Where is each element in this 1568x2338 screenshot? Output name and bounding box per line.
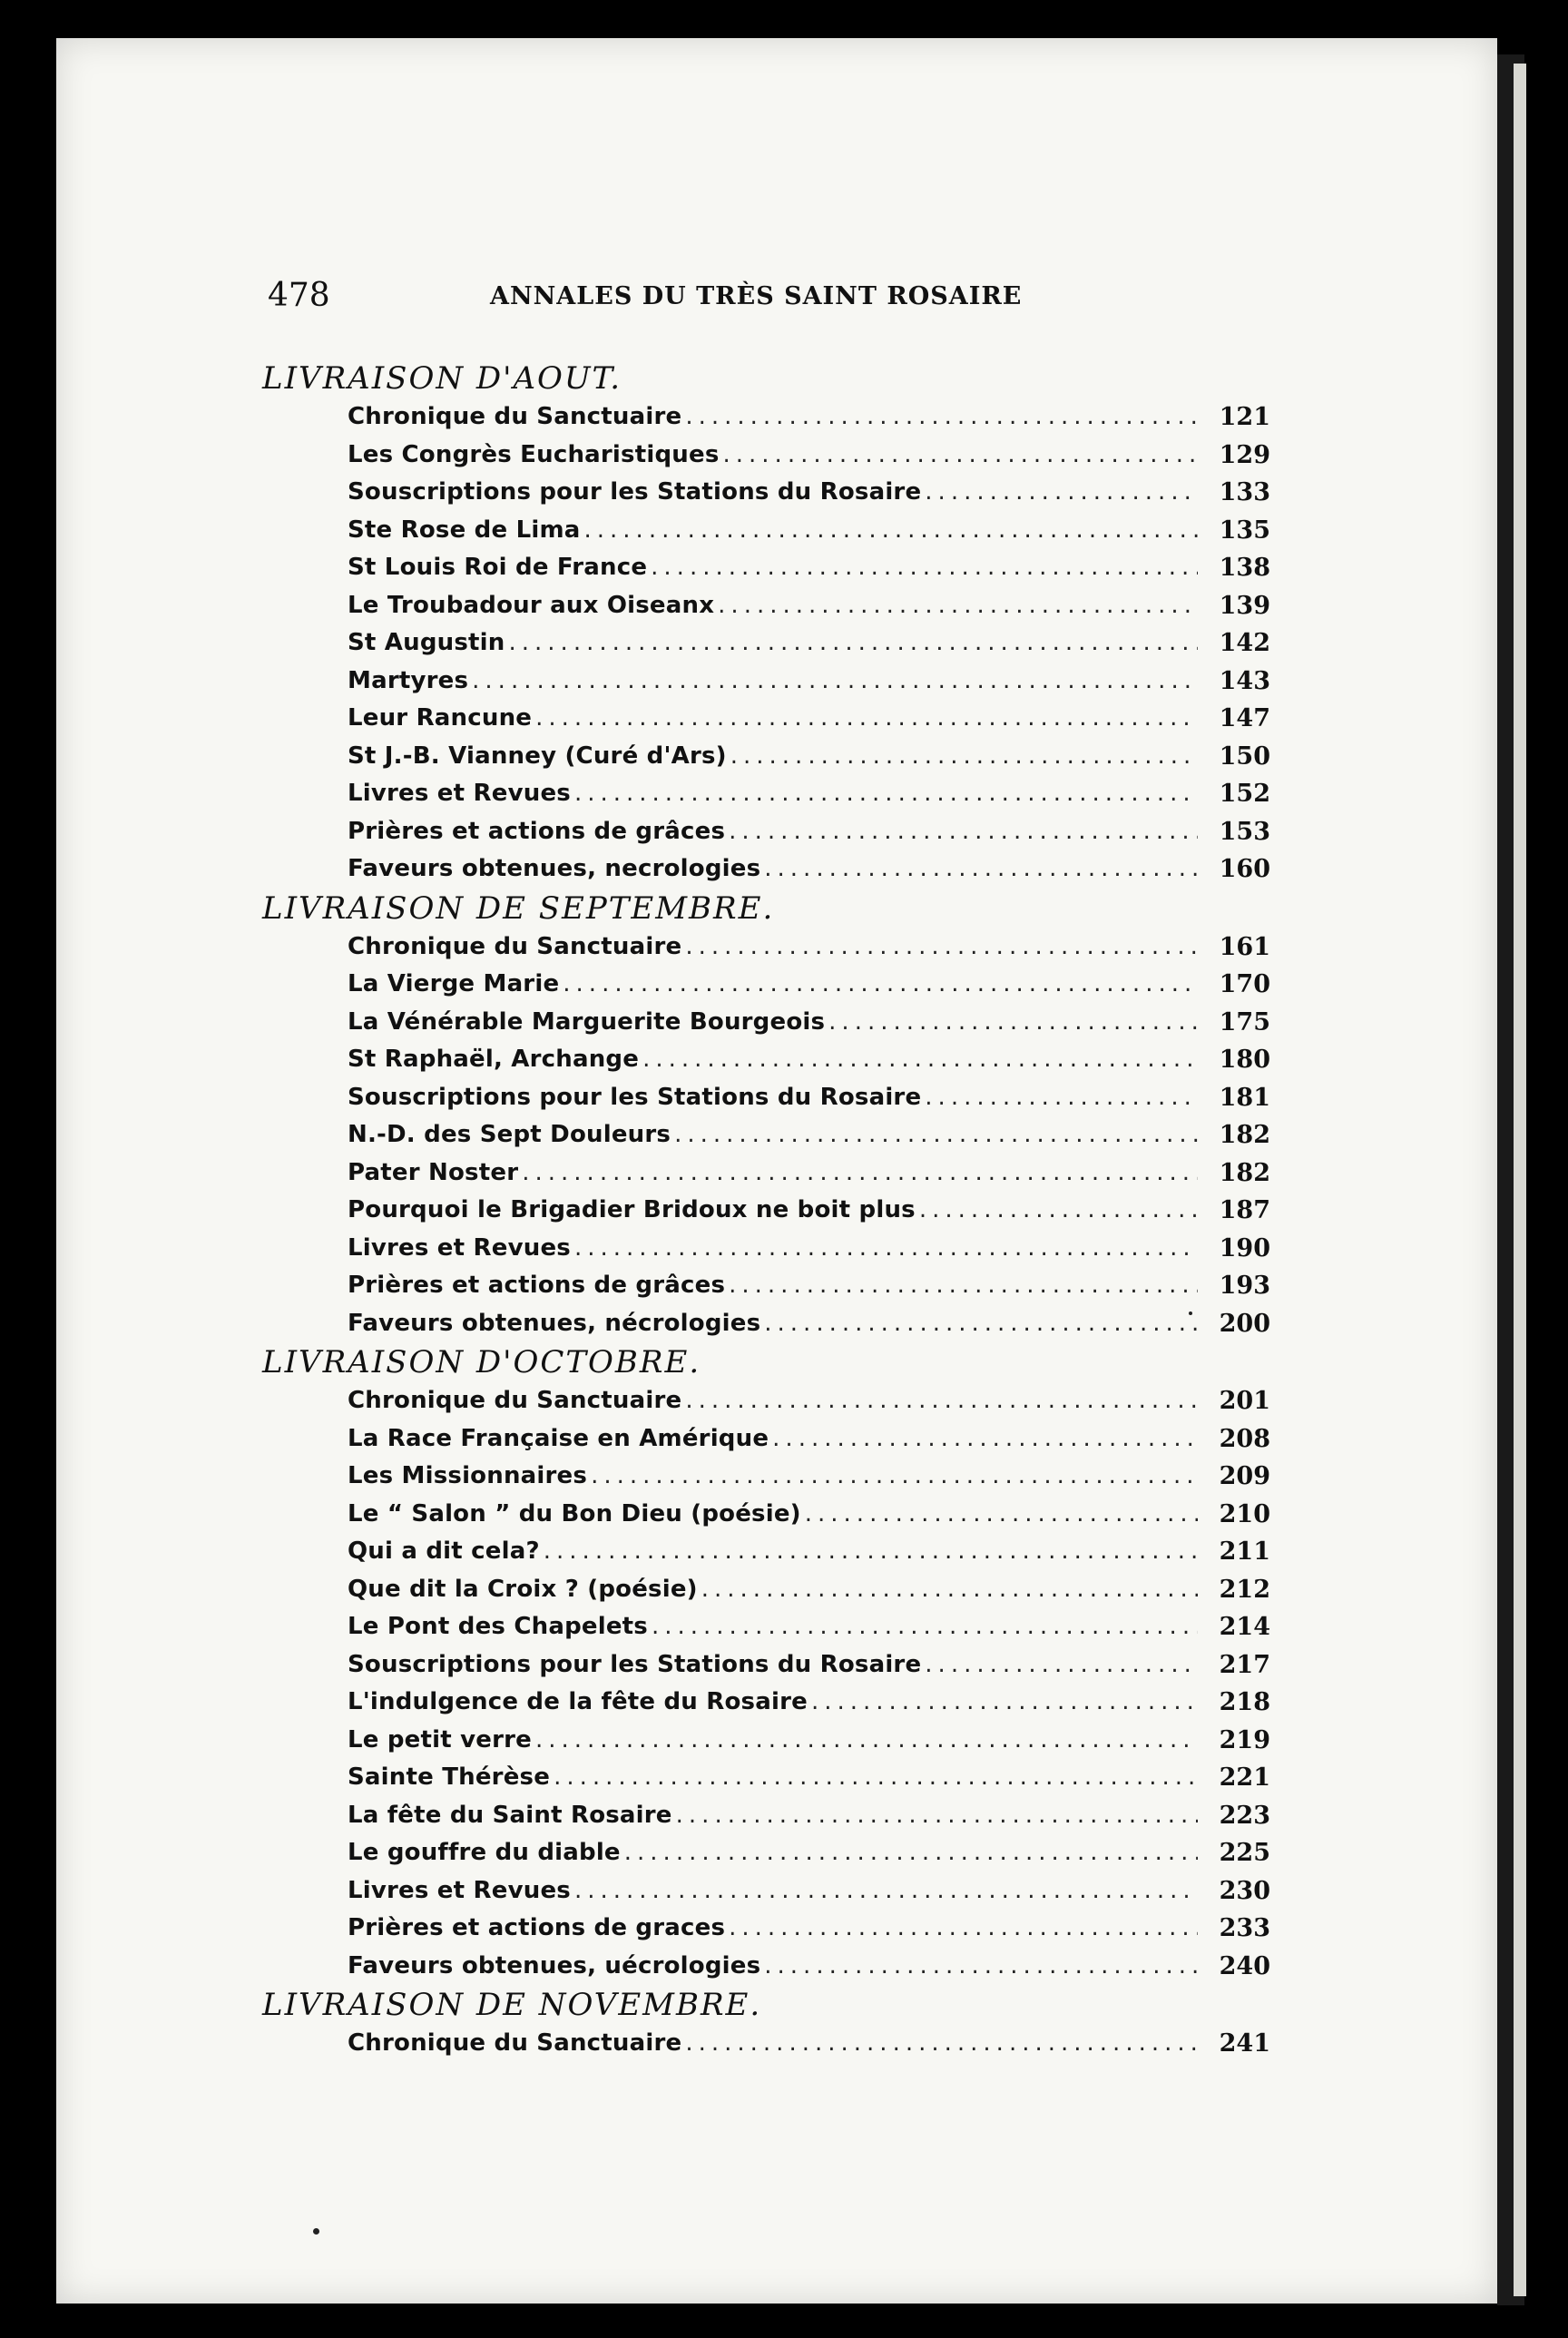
entry-page-number: 160 xyxy=(1219,855,1270,883)
dot-leader xyxy=(535,1722,1198,1760)
toc-entry xyxy=(348,850,1270,889)
entry-title: Le Troubadour aux Oiseanx xyxy=(348,587,718,625)
entry-page-number: 200 xyxy=(1219,1309,1270,1338)
print-speck xyxy=(313,2228,319,2235)
entry-page-number: 143 xyxy=(1219,666,1270,695)
dot-leader xyxy=(472,663,1198,701)
entry-page-number: 182 xyxy=(1219,1121,1270,1149)
entry-title: Livres et Revues xyxy=(348,1872,574,1911)
entry-page-number: 121 xyxy=(1219,403,1270,431)
dot-leader xyxy=(764,1948,1198,1986)
dot-leader xyxy=(729,1910,1198,1948)
dot-leader xyxy=(591,1458,1198,1496)
dot-leader xyxy=(544,1533,1198,1571)
toc-entry xyxy=(348,2025,1270,2063)
entry-title: La Race Française en Amérique xyxy=(348,1420,772,1459)
entry-page-number: 210 xyxy=(1219,1499,1270,1528)
section-title: LIVRAISON D'AOUT. xyxy=(262,360,622,397)
dot-leader xyxy=(509,624,1199,663)
entry-page-number: 240 xyxy=(1219,1951,1270,1980)
running-header xyxy=(268,277,1084,322)
dot-leader xyxy=(811,1684,1198,1722)
dot-leader xyxy=(642,1041,1198,1079)
entry-page-number: 211 xyxy=(1219,1537,1270,1566)
toc-entry xyxy=(348,1458,1270,1496)
entry-page-number: 161 xyxy=(1219,932,1270,961)
toc-entry xyxy=(348,813,1270,851)
dot-leader xyxy=(563,966,1198,1004)
toc-entry xyxy=(348,1571,1270,1609)
entry-title: Chronique du Sanctuaire xyxy=(348,2025,685,2063)
entry-title: Prières et actions de grâces xyxy=(348,813,729,851)
page-number: 478 xyxy=(268,277,330,314)
section-title: LIVRAISON DE NOVEMBRE. xyxy=(262,1987,762,2023)
dot-leader xyxy=(772,1420,1198,1459)
entry-page-number: 175 xyxy=(1219,1007,1270,1036)
entry-title: Souscriptions pour les Stations du Rosaire xyxy=(348,1646,925,1685)
entry-title: Chronique du Sanctuaire xyxy=(348,928,685,967)
toc-entry xyxy=(348,1722,1270,1760)
next-page-edge xyxy=(1514,64,1526,2296)
dot-leader xyxy=(676,1797,1198,1835)
dot-leader xyxy=(574,1872,1198,1911)
dot-leader xyxy=(730,738,1198,776)
entry-page-number: 190 xyxy=(1219,1233,1270,1262)
entry-page-number: 180 xyxy=(1219,1046,1270,1074)
toc-entry xyxy=(348,1872,1270,1911)
entry-page-number: 230 xyxy=(1219,1876,1270,1905)
entry-title: Les Missionnaires xyxy=(348,1458,591,1496)
entry-title: Pater Noster xyxy=(348,1154,522,1193)
entry-title: Souscriptions pour les Stations du Rosaire xyxy=(348,474,925,512)
toc-entry xyxy=(348,587,1270,625)
entry-title: L'indulgence de la fête du Rosaire xyxy=(348,1684,811,1722)
toc-entry xyxy=(348,1797,1270,1835)
entry-title: Livres et Revues xyxy=(348,775,574,813)
entry-page-number: 218 xyxy=(1219,1688,1270,1716)
entry-title: Sainte Thérèse xyxy=(348,1759,554,1797)
entry-title: Livres et Revues xyxy=(348,1230,574,1268)
entry-page-number: 182 xyxy=(1219,1158,1270,1187)
entry-page-number: 147 xyxy=(1219,704,1270,732)
toc-entry xyxy=(348,700,1270,738)
entry-page-number: 129 xyxy=(1219,440,1270,469)
entry-page-number: 212 xyxy=(1219,1575,1270,1604)
dot-leader xyxy=(764,1305,1198,1343)
entry-page-number: 219 xyxy=(1219,1725,1270,1754)
dot-leader xyxy=(574,775,1198,813)
toc-entry xyxy=(348,1041,1270,1079)
entry-page-number: 241 xyxy=(1219,2029,1270,2058)
entry-page-number: 217 xyxy=(1219,1650,1270,1679)
dot-leader xyxy=(925,1079,1198,1117)
entry-page-number: 181 xyxy=(1219,1083,1270,1112)
toc-entry xyxy=(348,624,1270,663)
entry-page-number: 225 xyxy=(1219,1839,1270,1867)
dot-leader xyxy=(584,512,1199,550)
section-title: LIVRAISON DE SEPTEMBRE. xyxy=(262,889,775,927)
toc-entry xyxy=(348,928,1270,967)
entry-title: Faveurs obtenues, necrologies xyxy=(348,850,764,889)
entry-title: Faveurs obtenues, nécrologies xyxy=(348,1305,764,1343)
entry-title: Le petit verre xyxy=(348,1722,535,1760)
dot-leader xyxy=(535,700,1198,738)
toc-entry xyxy=(348,1116,1270,1154)
entry-title: N.-D. des Sept Douleurs xyxy=(348,1116,674,1154)
entry-title: Le gouffre du diable xyxy=(348,1834,624,1872)
entry-page-number: 223 xyxy=(1219,1801,1270,1830)
section-title: LIVRAISON D'OCTOBRE. xyxy=(262,1344,701,1380)
entry-page-number: 170 xyxy=(1219,970,1270,998)
entry-title: Le Pont des Chapelets xyxy=(348,1608,652,1646)
entry-title: Ste Rose de Lima xyxy=(348,512,584,550)
entry-title: Souscriptions pour les Stations du Rosaire xyxy=(348,1079,925,1117)
entry-page-number: 214 xyxy=(1219,1613,1270,1641)
toc-entry xyxy=(348,1192,1270,1230)
dot-leader xyxy=(701,1571,1198,1609)
entry-page-number: 233 xyxy=(1219,1914,1270,1942)
toc-entry xyxy=(348,549,1270,587)
toc-entry xyxy=(348,1420,1270,1459)
entry-title: Pourquoi le Brigadier Bridoux ne boit plus xyxy=(348,1192,919,1230)
entry-title: Prières et actions de grâces xyxy=(348,1267,729,1305)
toc-entry xyxy=(348,738,1270,776)
dot-leader xyxy=(685,1382,1198,1420)
entry-title: St J.-B. Vianney (Curé d'Ars) xyxy=(348,738,730,776)
dot-leader xyxy=(685,928,1198,967)
dot-leader xyxy=(828,1004,1198,1042)
dot-leader xyxy=(723,437,1199,475)
entry-title: La Vénérable Marguerite Bourgeois xyxy=(348,1004,828,1042)
entry-page-number: 153 xyxy=(1219,817,1270,846)
running-title: ANNALES DU TRÈS SAINT ROSAIRE xyxy=(490,282,1023,310)
table-of-contents xyxy=(259,359,1270,2063)
dot-leader xyxy=(729,1267,1198,1305)
toc-entry xyxy=(348,512,1270,550)
entry-page-number: 187 xyxy=(1219,1196,1270,1224)
toc-entry xyxy=(348,1948,1270,1986)
toc-entry xyxy=(348,474,1270,512)
toc-entry xyxy=(348,1834,1270,1872)
entry-page-number: 135 xyxy=(1219,516,1270,545)
toc-entry xyxy=(348,1004,1270,1042)
entry-page-number: 138 xyxy=(1219,554,1270,582)
dot-leader xyxy=(919,1192,1198,1230)
dot-leader xyxy=(674,1116,1198,1154)
toc-entry xyxy=(348,437,1270,475)
entry-page-number: 221 xyxy=(1219,1763,1270,1792)
print-speck xyxy=(1189,1311,1192,1315)
entry-page-number: 193 xyxy=(1219,1272,1270,1300)
entry-page-number: 150 xyxy=(1219,742,1270,771)
toc-entry xyxy=(348,1646,1270,1685)
entry-title: Qui a dit cela? xyxy=(348,1533,544,1571)
toc-entry xyxy=(348,1608,1270,1646)
dot-leader xyxy=(522,1154,1198,1193)
entry-title: St Raphaël, Archange xyxy=(348,1041,642,1079)
toc-entry xyxy=(348,398,1270,437)
entry-page-number: 201 xyxy=(1219,1387,1270,1415)
toc-entry xyxy=(348,1496,1270,1534)
toc-entry xyxy=(348,1684,1270,1722)
entry-page-number: 209 xyxy=(1219,1462,1270,1490)
entry-page-number: 142 xyxy=(1219,629,1270,657)
toc-entry xyxy=(348,1230,1270,1268)
entry-title: La fête du Saint Rosaire xyxy=(348,1797,676,1835)
entry-page-number: 133 xyxy=(1219,478,1270,506)
entry-page-number: 152 xyxy=(1219,780,1270,808)
dot-leader xyxy=(729,813,1198,851)
dot-leader xyxy=(574,1230,1198,1268)
entry-title: Faveurs obtenues, uécrologies xyxy=(348,1948,764,1986)
dot-leader xyxy=(685,2025,1198,2063)
dot-leader xyxy=(651,549,1198,587)
entry-title: St Louis Roi de France xyxy=(348,549,651,587)
toc-entry xyxy=(348,966,1270,1004)
entry-title: Leur Rancune xyxy=(348,700,535,738)
toc-entry xyxy=(348,1382,1270,1420)
dot-leader xyxy=(652,1608,1198,1646)
entry-title: Les Congrès Eucharistiques xyxy=(348,437,723,475)
toc-entry xyxy=(348,1759,1270,1797)
toc-entry xyxy=(348,1533,1270,1571)
dot-leader xyxy=(925,1646,1198,1685)
toc-entry xyxy=(348,1154,1270,1193)
dot-leader xyxy=(764,850,1198,889)
entry-title: Prières et actions de graces xyxy=(348,1910,729,1948)
toc-entry xyxy=(348,1910,1270,1948)
entry-page-number: 208 xyxy=(1219,1424,1270,1453)
dot-leader xyxy=(718,587,1198,625)
entry-title: Le “ Salon ” du Bon Dieu (poésie) xyxy=(348,1496,805,1534)
toc-entry xyxy=(348,663,1270,701)
toc-entry xyxy=(348,1079,1270,1117)
entry-page-number: 139 xyxy=(1219,591,1270,620)
toc-entry xyxy=(348,1305,1270,1343)
dot-leader xyxy=(685,398,1198,437)
dot-leader xyxy=(805,1496,1198,1534)
toc-entry xyxy=(348,1267,1270,1305)
dot-leader xyxy=(554,1759,1198,1797)
entry-title: Que dit la Croix ? (poésie) xyxy=(348,1571,701,1609)
dot-leader xyxy=(624,1834,1198,1872)
entry-title: Chronique du Sanctuaire xyxy=(348,1382,685,1420)
entry-title: La Vierge Marie xyxy=(348,966,563,1004)
entry-title: St Augustin xyxy=(348,624,509,663)
entry-title: Martyres xyxy=(348,663,472,701)
toc-entry xyxy=(348,775,1270,813)
entry-title: Chronique du Sanctuaire xyxy=(348,398,685,437)
dot-leader xyxy=(925,474,1198,512)
